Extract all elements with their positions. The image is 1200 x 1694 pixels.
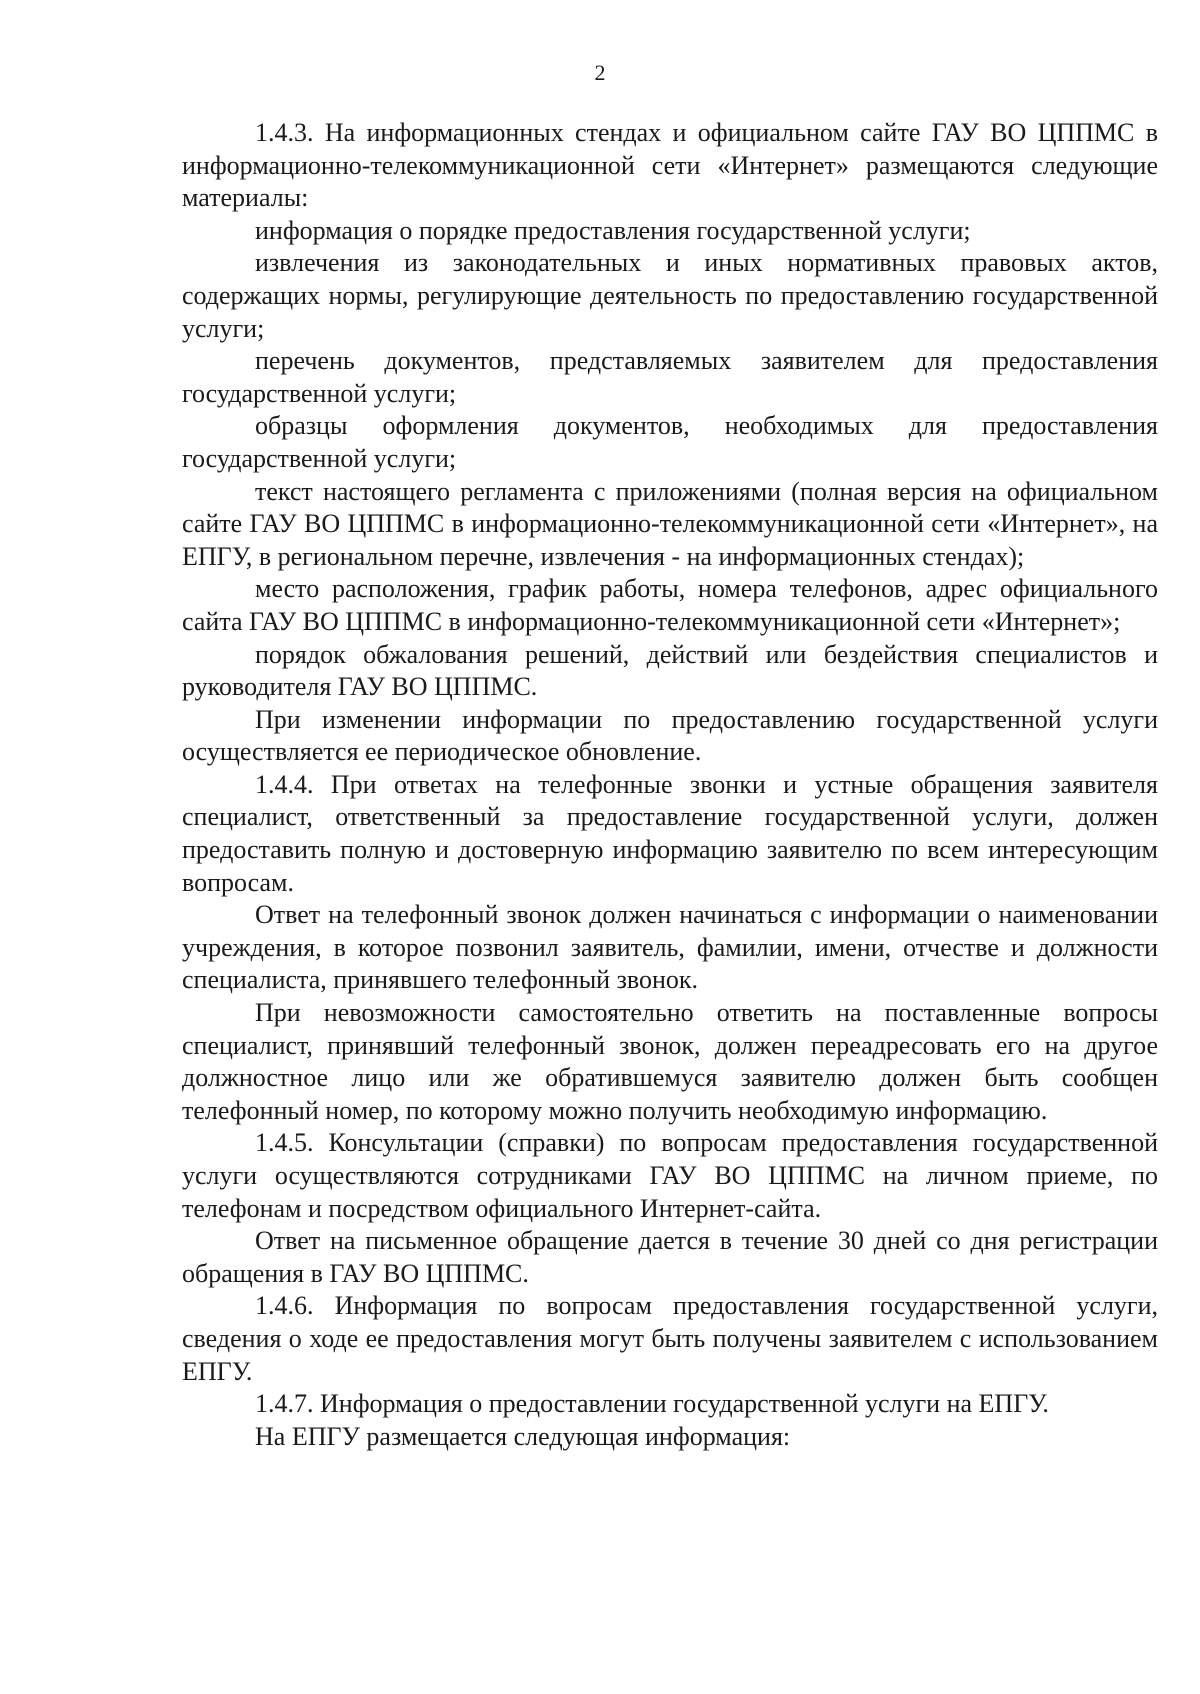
paragraph-1-4-4: 1.4.4. При ответах на телефонные звонки и устные обращения заявителя специалист, ответственный за предоставление государственной услуги, должен предоставить полную и достоверную информацию заявителю по всем интересующим вопросам. bbox=[182, 769, 1158, 897]
list-item-location-schedule: место расположения, график работы, номера телефонов, адрес официального сайта ГАУ ВО ЦППМС в информационно-телекоммуникационной сети «Интернет»; bbox=[182, 574, 1158, 636]
list-item-document-samples: образцы оформления документов, необходимых для предоставления государственной услуги; bbox=[182, 411, 1158, 473]
paragraph-1-4-6: 1.4.6. Информация по вопросам предоставления государственной услуги, сведения о ходе ее предоставления могут быть получены заявителем с использованием ЕПГУ. bbox=[182, 1291, 1158, 1386]
paragraph-epgu-info: На ЕПГУ размещается следующая информация: bbox=[255, 1421, 791, 1451]
list-item-documents-list: перечень документов, представляемых заявителем для предоставления государственной услуги; bbox=[182, 346, 1158, 408]
paragraph-1-4-3: 1.4.3. На информационных стендах и официальном сайте ГАУ ВО ЦППМС в информационно-телекоммуникационной сети «Интернет» размещаются следующие материалы: bbox=[182, 118, 1158, 213]
list-item-regulation-text: текст настоящего регламента с приложениями (полная версия на официальном сайте ГАУ ВО ЦППМС в информационно-телекоммуникационной сети «Интернет», на ЕПГУ, в региональном перечне, извлечения - на информационных стендах); bbox=[182, 476, 1158, 571]
document-body bbox=[182, 117, 1158, 1453]
paragraph-redirect: При невозможности самостоятельно ответить на поставленные вопросы специалист, принявший телефонный звонок, должен переадресовать его на другое должностное лицо или же обратившемуся заявителю должен быть сообщен телефонный номер, по которому можно получить необходимую информацию. bbox=[182, 998, 1158, 1125]
paragraph-1-4-7: 1.4.7. Информация о предоставлении государственной услуги на ЕПГУ. bbox=[255, 1389, 1049, 1419]
page-number: 2 bbox=[594, 60, 606, 85]
list-item-legal-extracts: извлечения из законодательных и иных нормативных правовых актов, содержащих нормы, регулирующие деятельность по предоставлению государственной услуги; bbox=[182, 248, 1158, 343]
paragraph-update-note: При изменении информации по предоставлению государственной услуги осуществляется ее периодическое обновление. bbox=[182, 704, 1158, 767]
paragraph-phone-answer: Ответ на телефонный звонок должен начинаться с информации о наименовании учреждения, в которое позвонил заявитель, фамилии, имени, отчестве и должности специалиста, принявшего телефонный звонок. bbox=[182, 900, 1158, 995]
paragraph-1-4-5: 1.4.5. Консультации (справки) по вопросам предоставления государственной услуги осуществляются сотрудниками ГАУ ВО ЦППМС на личном приеме, по телефонам и посредством официального Интернет-сайта. bbox=[182, 1128, 1158, 1223]
paragraph-written-answer: Ответ на письменное обращение дается в течение 30 дней со дня регистрации обращения в ГАУ ВО ЦППМС. bbox=[182, 1226, 1158, 1288]
list-item-appeal-procedure: порядок обжалования решений, действий или бездействия специалистов и руководителя ГАУ ВО ЦППМС. bbox=[182, 639, 1158, 702]
list-item-procedure-info: информация о порядке предоставления государственной услуги; bbox=[255, 215, 971, 245]
